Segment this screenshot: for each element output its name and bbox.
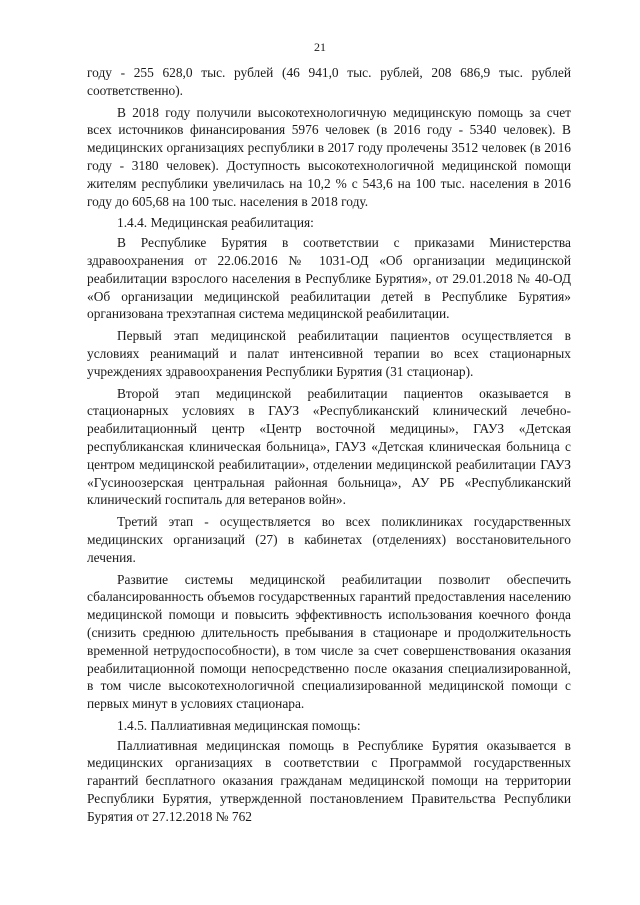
paragraph-hightech-care: В 2018 году получили высокотехнологичную медицинскую помощь за счет всех источников финансирования 5976 человек (в 2016 году - 5340 человек). В медицинских организациях республики в 2017 году пролечены 3512 человек (в 2016 году - 3180 человек). Доступность высокотехнологичной медицинской помощи жителям республики увеличилась на 10,2 % с 543,6 на 100 тыс. населения в 2016 году до 605,68 на 100 тыс. населения в 2018 году. <box>87 104 571 209</box>
paragraph-continuation: году - 255 628,0 тыс. рублей (46 941,0 тыс. рублей, 208 686,9 тыс. рублей соответственно). <box>87 65 571 98</box>
page-number: 21 <box>314 40 326 54</box>
section-heading-palliative: 1.4.5. Паллиативная медицинская помощь: <box>117 717 361 733</box>
paragraph-rehab-system: В Республике Бурятия в соответствии с приказами Министерства здравоохранения от 22.06.2016 № 1031-ОД «Об организации медицинской реабилитации взрослого населения в Республике Бурятия», от 29.01.2018 № 40-ОД «Об организации медицинской реабилитации детей в Республике Бурятия» организована трехэтапная система медицинской реабилитации. <box>87 235 571 322</box>
paragraph-rehab-development: Развитие системы медицинской реабилитации позволит обеспечить сбалансированность объемов государственных гарантий предоставления населению медицинской помощи и повысить эффективность использования коечного фонда (снизить среднюю длительность пребывания в стационаре и продолжительность временной нетрудоспособности), в том числе за счет совершенствования оказания реабилитационной помощи непосредственно после оказания специализированной, в том числе высокотехнологичной специализированной медицинской помощи с первых минут в условиях стационара. <box>87 571 571 712</box>
section-heading-rehabilitation: 1.4.4. Медицинская реабилитация: <box>117 215 314 231</box>
paragraph-rehab-stage-3: Третий этап - осуществляется во всех поликлиниках государственных медицинских организаций (27) в кабинетах (отделениях) восстановительного лечения. <box>87 514 571 565</box>
document-body <box>87 64 571 830</box>
paragraph-rehab-stage-1: Первый этап медицинской реабилитации пациентов осуществляется в условиях реанимаций и палат интенсивной терапии во всех стационарных учреждениях здравоохранения Республики Бурятия (31 стационар). <box>87 328 571 379</box>
paragraph-palliative: Паллиативная медицинская помощь в Республике Бурятия оказывается в медицинских организациях в соответствии с Программой государственных гарантий бесплатного оказания гражданам медицинской помощи на территории Республики Бурятия, утвержденной постановлением Правительства Республики Бурятия от 27.12.2018 № 762 <box>87 737 571 824</box>
paragraph-rehab-stage-2: Второй этап медицинской реабилитации пациентов оказывается в стационарных условиях в ГАУЗ «Республиканский клинический лечебно-реабилитационный центр «Центр восточной медицины», ГАУЗ «Детская республиканская клиническая больница», ГАУЗ «Детская клиническая больница с центром медицинской реабилитации», отделении медицинской реабилитации ГАУЗ «Гусиноозерская центральная районная больница», АУ РБ «Республиканский клинический госпиталь для ветеранов войн». <box>87 385 571 508</box>
